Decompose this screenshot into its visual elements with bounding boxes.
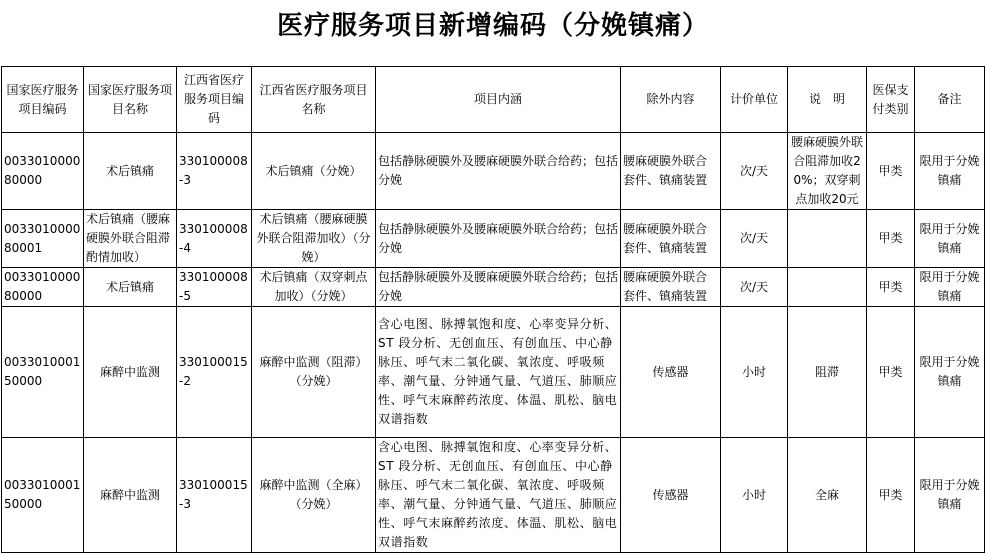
insurance-category-cell: 甲类	[867, 438, 915, 553]
jiangxi-name-cell: 术后镇痛（分娩）	[252, 133, 376, 210]
header-content: 项目内涵	[376, 67, 621, 133]
table-row	[2, 307, 985, 438]
note-cell: 阻滞	[788, 307, 867, 438]
header-exclusions: 除外内容	[621, 67, 721, 133]
header-jiangxi-code: 江西省医疗服务项目编码	[177, 67, 252, 133]
exclusions-cell: 腰麻硬膜外联合套件、镇痛装置	[621, 133, 721, 210]
jiangxi-code-cell: 330100008-4	[177, 210, 252, 268]
national-code-cell: 003301000080001	[2, 210, 84, 268]
national-name-cell: 术后镇痛	[84, 133, 177, 210]
header-jiangxi-name: 江西省医疗服务项目名称	[252, 67, 376, 133]
content-cell: 包括静脉硬膜外及腰麻硬膜外联合给药；包括分娩	[376, 133, 621, 210]
remark-cell: 限用于分娩镇痛	[915, 307, 985, 438]
national-code-cell: 003301000080000	[2, 133, 84, 210]
table-row	[2, 210, 985, 268]
remark-cell: 限用于分娩镇痛	[915, 210, 985, 268]
exclusions-cell: 腰麻硬膜外联合套件、镇痛装置	[621, 210, 721, 268]
exclusions-cell: 传感器	[621, 438, 721, 553]
fee-table	[1, 66, 985, 553]
remark-cell: 限用于分娩镇痛	[915, 268, 985, 307]
unit-cell: 次/天	[721, 210, 788, 268]
table-row	[2, 133, 985, 210]
note-cell	[788, 210, 867, 268]
national-code-cell: 003301000080000	[2, 268, 84, 307]
content-cell: 包括静脉硬膜外及腰麻硬膜外联合给药；包括分娩	[376, 210, 621, 268]
header-insurance-category: 医保支付类别	[867, 67, 915, 133]
national-code-cell: 003301000150000	[2, 438, 84, 553]
national-name-cell: 麻醉中监测	[84, 307, 177, 438]
jiangxi-name-cell: 术后镇痛（腰麻硬膜外联合阻滞加收）（分娩）	[252, 210, 376, 268]
national-code-cell: 003301000150000	[2, 307, 84, 438]
header-national-code: 国家医疗服务项目编码	[2, 67, 84, 133]
exclusions-cell: 传感器	[621, 307, 721, 438]
table-row	[2, 268, 985, 307]
note-cell	[788, 268, 867, 307]
national-name-cell: 术后镇痛	[84, 268, 177, 307]
note-cell: 腰麻硬膜外联合阻滞加收20%；双穿刺点加收20元	[788, 133, 867, 210]
insurance-category-cell: 甲类	[867, 133, 915, 210]
jiangxi-name-cell: 术后镇痛（双穿刺点加收）（分娩）	[252, 268, 376, 307]
document-title: 医疗服务项目新增编码（分娩镇痛）	[276, 11, 709, 41]
unit-cell: 小时	[721, 307, 788, 438]
jiangxi-name-cell: 麻醉中监测（全麻）（分娩）	[252, 438, 376, 553]
insurance-category-cell: 甲类	[867, 268, 915, 307]
remark-cell: 限用于分娩镇痛	[915, 438, 985, 553]
jiangxi-code-cell: 330100008-3	[177, 133, 252, 210]
insurance-category-cell: 甲类	[867, 210, 915, 268]
content-cell: 包括静脉硬膜外及腰麻硬膜外联合给药；包括分娩	[376, 268, 621, 307]
table-row	[2, 438, 985, 553]
national-name-cell: 麻醉中监测	[84, 438, 177, 553]
header-national-name: 国家医疗服务项目名称	[84, 67, 177, 133]
unit-cell: 次/天	[721, 133, 788, 210]
header-note: 说 明	[788, 67, 867, 133]
national-name-cell: 术后镇痛（腰麻硬膜外联合阻滞酌情加收）	[84, 210, 177, 268]
content-cell: 含心电图、脉搏氧饱和度、心率变异分析、ST 段分析、无创血压、有创血压、中心静脉压、呼气末二氧化碳、氧浓度、呼吸频率、潮气量、分钟通气量、气道压、肺顺应性、呼气末麻醉药浓度、体温、肌松、脑电双谱指数	[376, 307, 621, 438]
remark-cell: 限用于分娩镇痛	[915, 133, 985, 210]
jiangxi-code-cell: 330100008-5	[177, 268, 252, 307]
header-unit: 计价单位	[721, 67, 788, 133]
content-cell: 含心电图、脉搏氧饱和度、心率变异分析、ST 段分析、无创血压、有创血压、中心静脉压、呼气末二氧化碳、氧浓度、呼吸频率、潮气量、分钟通气量、气道压、肺顺应性、呼气末麻醉药浓度、体温、肌松、脑电双谱指数	[376, 438, 621, 553]
table-header-row	[2, 67, 985, 133]
note-cell: 全麻	[788, 438, 867, 553]
exclusions-cell: 腰麻硬膜外联合套件、镇痛装置	[621, 268, 721, 307]
jiangxi-code-cell: 330100015-3	[177, 438, 252, 553]
unit-cell: 小时	[721, 438, 788, 553]
header-remark: 备注	[915, 67, 985, 133]
jiangxi-code-cell: 330100015-2	[177, 307, 252, 438]
insurance-category-cell: 甲类	[867, 307, 915, 438]
unit-cell: 次/天	[721, 268, 788, 307]
jiangxi-name-cell: 麻醉中监测（阻滞）（分娩）	[252, 307, 376, 438]
